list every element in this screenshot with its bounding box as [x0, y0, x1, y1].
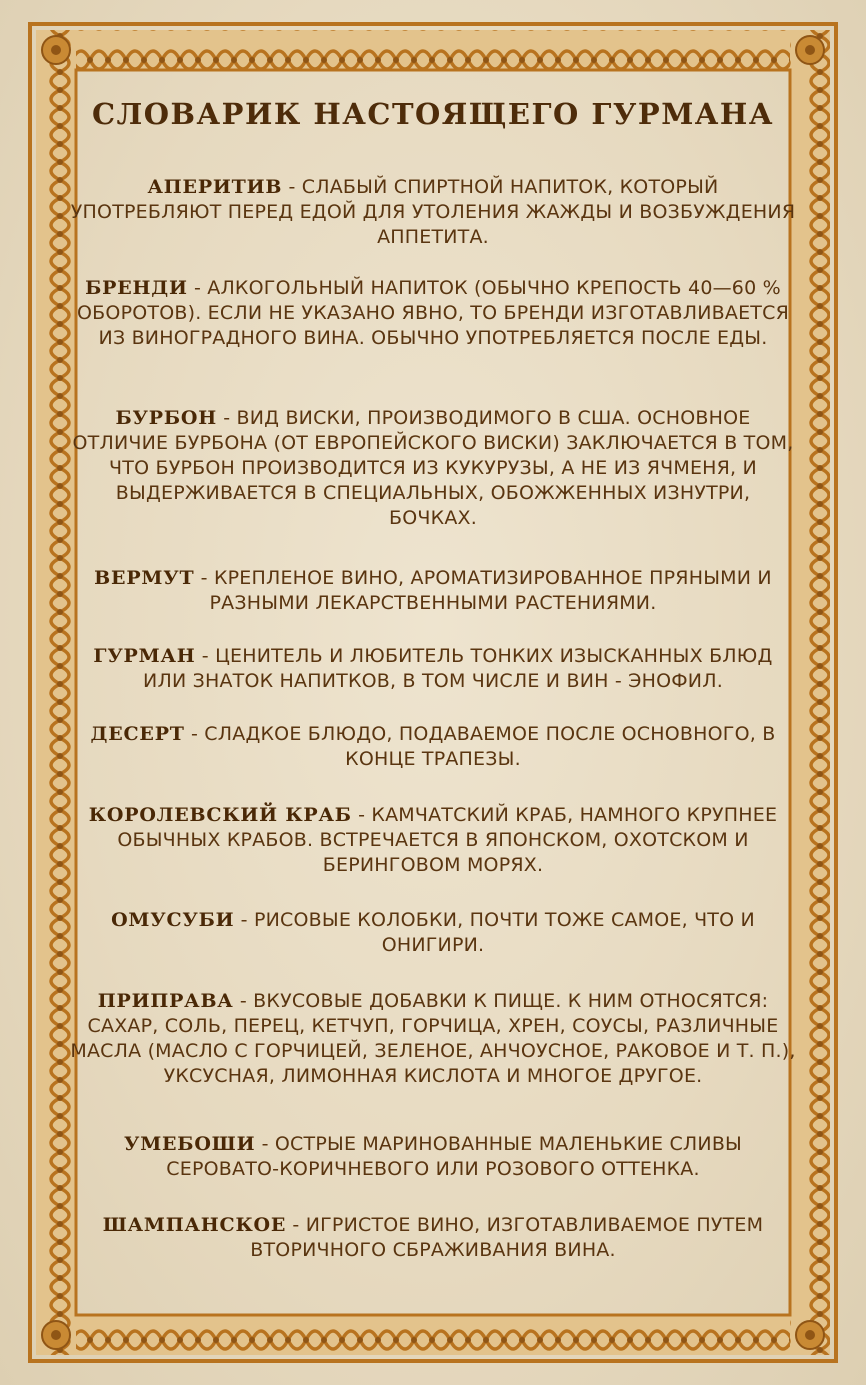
entry-definition: СЛАДКОЕ БЛЮДО, ПОДАВАЕМОЕ ПОСЛЕ ОСНОВНОГО, В КОНЦЕ ТРАПЕЗЫ.: [204, 723, 776, 770]
entry-separator: -: [234, 909, 254, 931]
entry-term: ВЕРМУТ: [94, 567, 195, 589]
entry-definition: СЛАБЫЙ СПИРТНОЙ НАПИТОК, КОТОРЫЙ УПОТРЕБЛЯЮТ ПЕРЕД ЕДОЙ ДЛЯ УТОЛЕНИЯ ЖАЖДЫ И ВОЗБУЖДЕНИЯ АППЕТИТА.: [70, 176, 796, 248]
entry-definition: ИГРИСТОЕ ВИНО, ИЗГОТАВЛИВАЕМОЕ ПУТЕМ ВТОРИЧНОГО СБРАЖИВАНИЯ ВИНА.: [250, 1214, 764, 1261]
page-title: СЛОВАРИК НАСТОЯЩЕГО ГУРМАНА: [92, 97, 774, 131]
glossary-entry: [70, 175, 796, 250]
glossary-entry: [70, 1213, 796, 1263]
entry-definition: КРЕПЛЕНОЕ ВИНО, АРОМАТИЗИРОВАННОЕ ПРЯНЫМИ И РАЗНЫМИ ЛЕКАРСТВЕННЫМИ РАСТЕНИЯМИ.: [209, 567, 772, 614]
entry-term: ДЕСЕРТ: [90, 723, 185, 745]
entry-separator: -: [216, 407, 237, 429]
entry-term: ШАМПАНСКОЕ: [102, 1214, 287, 1236]
entry-term: АПЕРИТИВ: [147, 176, 283, 198]
entry-separator: -: [195, 645, 216, 667]
glossary-entry: [70, 276, 796, 351]
glossary-entry: [70, 1132, 796, 1182]
entry-definition: ВКУСОВЫЕ ДОБАВКИ К ПИЩЕ. К НИМ ОТНОСЯТСЯ: САХАР, СОЛЬ, ПЕРЕЦ, КЕТЧУП, ГОРЧИЦА, ХРЕН, СОУСЫ, РАЗЛИЧНЫЕ МАСЛА (МАСЛО С ГОРЧИЦЕЙ, ЗЕЛЕНОЕ, АНЧОУСНОЕ, РАКОВОЕ И Т. П.), УКСУСНАЯ, ЛИМОННАЯ КИСЛОТА И МНОГОЕ ДРУГОЕ.: [70, 990, 796, 1087]
entry-separator: -: [255, 1133, 275, 1155]
entry-separator: -: [187, 277, 208, 299]
glossary-content: [70, 92, 796, 1261]
glossary-entry: [70, 803, 796, 878]
entry-separator: -: [351, 804, 372, 826]
entry-term: БУРБОН: [115, 407, 217, 429]
entry-term: УМЕБОШИ: [123, 1133, 256, 1155]
entry-definition: ВИД ВИСКИ, ПРОИЗВОДИМОГО В США. ОСНОВНОЕ ОТЛИЧИЕ БУРБОНА (ОТ ЕВРОПЕЙСКОГО ВИСКИ) ЗАКЛЮЧАЕТСЯ В ТОМ, ЧТО БУРБОН ПРОИЗВОДИТСЯ ИЗ КУКУРУЗЫ, А НЕ ИЗ ЯЧМЕНЯ, И ВЫДЕРЖИВАЕТСЯ В СПЕЦИАЛЬНЫХ, ОБОЖЖЕННЫХ ИЗНУТРИ, БОЧКАХ.: [72, 407, 794, 529]
entry-definition: КАМЧАТСКИЙ КРАБ, НАМНОГО КРУПНЕЕ ОБЫЧНЫХ КРАБОВ. ВСТРЕЧАЕТСЯ В ЯПОНСКОМ, ОХОТСКОМ И БЕРИНГОВОМ МОРЯХ.: [117, 804, 778, 876]
glossary-entry: [70, 989, 796, 1089]
entry-separator: -: [233, 990, 254, 1012]
entry-term: ОМУСУБИ: [111, 909, 235, 931]
glossary-entry: [70, 908, 796, 958]
entry-separator: -: [184, 723, 205, 745]
entry-definition: РИСОВЫЕ КОЛОБКИ, ПОЧТИ ТОЖЕ САМОЕ, ЧТО И ОНИГИРИ.: [253, 909, 755, 956]
glossary-entry: [70, 406, 796, 531]
glossary-entry: [70, 566, 796, 616]
entry-separator: -: [194, 567, 214, 589]
entry-separator: -: [282, 176, 302, 198]
entry-separator: -: [286, 1214, 306, 1236]
glossary-entry: [70, 722, 796, 772]
entry-definition: ЦЕНИТЕЛЬ И ЛЮБИТЕЛЬ ТОНКИХ ИЗЫСКАННЫХ БЛЮД ИЛИ ЗНАТОК НАПИТКОВ, В ТОМ ЧИСЛЕ И ВИН - ЭНОФИЛ.: [143, 645, 773, 692]
entry-term: КОРОЛЕВСКИЙ КРАБ: [88, 804, 352, 826]
glossary-entry: [70, 644, 796, 694]
entry-definition: АЛКОГОЛЬНЫЙ НАПИТОК (ОБЫЧНО КРЕПОСТЬ 40—60 % ОБОРОТОВ). ЕСЛИ НЕ УКАЗАНО ЯВНО, ТО БРЕНДИ ИЗГОТАВЛИВАЕТСЯ ИЗ ВИНОГРАДНОГО ВИНА. ОБЫЧНО УПОТРЕБЛЯЕТСЯ ПОСЛЕ ЕДЫ.: [77, 277, 789, 349]
entry-definition: ОСТРЫЕ МАРИНОВАННЫЕ МАЛЕНЬКИЕ СЛИВЫ СЕРОВАТО-КОРИЧНЕВОГО ИЛИ РОЗОВОГО ОТТЕНКА.: [166, 1133, 743, 1180]
entry-term: БРЕНДИ: [85, 277, 188, 299]
entry-term: ПРИПРАВА: [97, 990, 234, 1012]
entry-term: ГУРМАН: [93, 645, 196, 667]
